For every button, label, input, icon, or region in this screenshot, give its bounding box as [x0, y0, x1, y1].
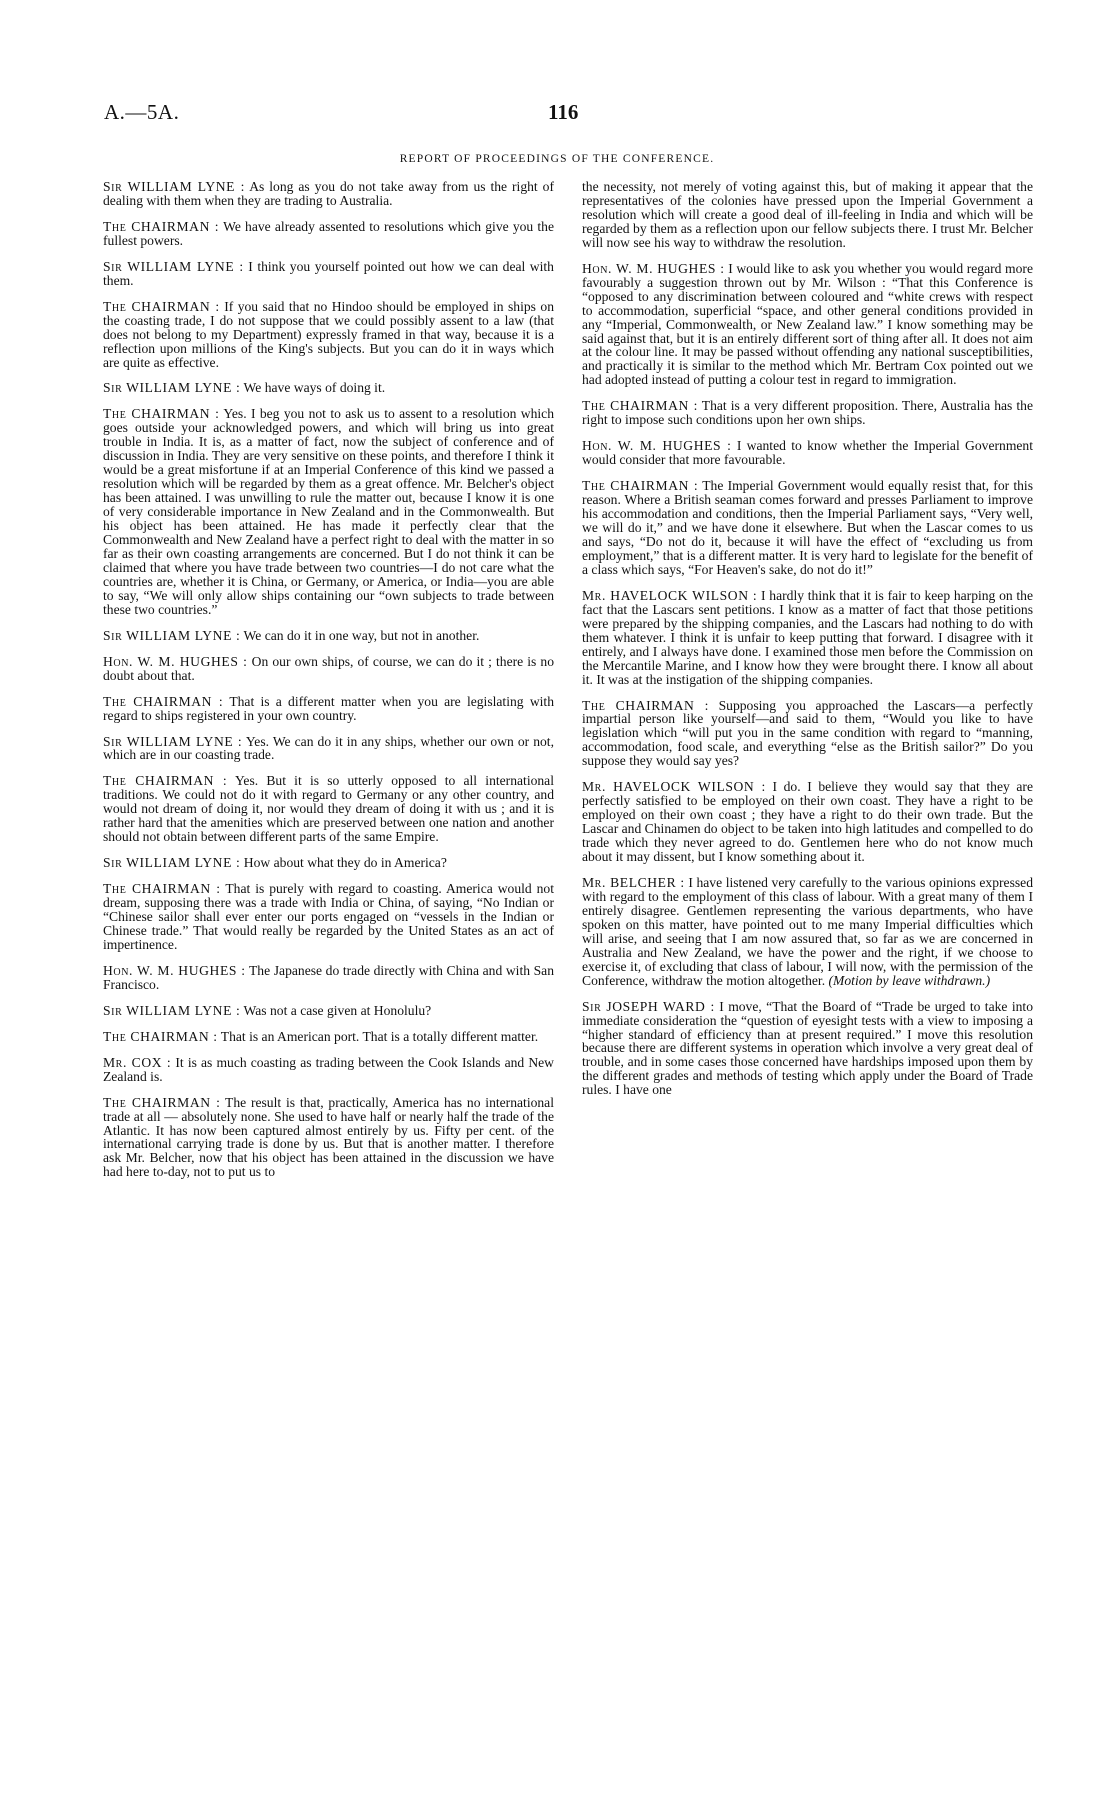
paragraph-text: The Imperial Government would equally resist that, for this reason. Where a British seaman comes forward and presses Parliament to improve his accommodation and conditions, then the Imperial Parliament says, “Very well, we will do it,” and we have done it elsewhere. But when the Lascar comes to us and says, “Do not do it, because it will have the effect of “excluding us from employment,” that is a different matter. It is very hard to legislate for the benefit of a class which says, “For Heaven's sake, do not do it!”	[582, 478, 1033, 577]
speaker-name: The CHAIRMAN :	[103, 693, 224, 709]
left-column	[103, 180, 554, 1191]
paragraph-text: I have listened very carefully to the various opinions expressed with regard to the employment of this class of labour. With a great many of them I entirely disagree. Gentlemen representing the various departments, who have spoken on this matter, have pointed out to me many Imperial difficulties which will arise, and seeing that I am now assured that, so far as we are concerned in Australia and New Zealand, we have the power and the right, if we choose to exercise it, of excluding that class of labour, I will now, with the permission of the Conference, withdraw the motion altogether.	[582, 874, 1033, 988]
paragraph-text: I wanted to know whether the Imperial Government would consider that more favourable.	[582, 438, 1034, 468]
paragraph	[582, 699, 1033, 769]
speaker-name: The CHAIRMAN :	[103, 881, 221, 897]
paragraph-text: the necessity, not merely of voting against this, but of making it appear that the representatives of the colonies have pressed upon the Imperial Government a resolution which will create a good deal of ill-feeling in India and which will be regarded by them as a reflection upon our fellow subjects there. I trust Mr. Belcher will now see his way to withdraw the resolution.	[582, 179, 1033, 250]
document-reference: A.—5A.	[104, 100, 180, 124]
speaker-name: The CHAIRMAN :	[103, 406, 220, 422]
paragraph	[103, 381, 554, 395]
paragraph	[582, 876, 1033, 988]
speaker-name: The CHAIRMAN :	[582, 478, 699, 494]
paragraph	[103, 180, 554, 208]
paragraph-text: I think you yourself pointed out how we can deal with them.	[103, 258, 554, 288]
paragraph-text: I move, “That the Board of “Trade be urged to take into immediate consideration the “question of eyesight tests with a view to imposing a “higher standard of efficiency than at present required.” I move this resolution because there are different systems in operation which involve a very great deal of trouble, and in some cases those concerned have hardships imposed upon them by the different grades and methods of testing which apply under the Board of Trade rules. I have one	[582, 998, 1033, 1098]
paragraph	[103, 655, 554, 683]
speaker-name: Hon. W. M. HUGHES :	[103, 653, 248, 669]
speaker-name: Sir WILLIAM LYNE :	[103, 855, 241, 871]
paragraph-text: That is a different matter when you are legislating with regard to ships registered in your own country.	[103, 693, 554, 723]
paragraph-text: Yes. I beg you not to ask us to assent to a resolution which goes outside your acknowledged powers, and which will bring us into great trouble in India. It is, as a matter of fact, now the subject of conference and of discussion in India. They are very sensitive on these points, and therefore I think it would be a great misfortune if at an Imperial Conference of this kind we passed a resolution which will be regarded by them as a great offence. Mr. Belcher's object has been attained. I was unwilling to rule the matter out, because I know it is one of very considerable importance in New Zealand and in the Commonwealth. But his object has been attained. He has made it perfectly clear that the Commonwealth and New Zealand have a perfect right to deal with the matter in so far as their own coasting arrangements are concerned. But I do not think it can be claimed that where you have trade between two countries—I do not care what the countries are, whether it is China, or Germany, or America, or India—you are able to say, “We will only allow ships containing our “own subjects to trade between these two countries.”	[103, 406, 554, 617]
paragraph	[103, 260, 554, 288]
speaker-name: Sir WILLIAM LYNE :	[103, 258, 244, 274]
paragraph-text: How about what they do in America?	[243, 855, 447, 871]
paragraph	[103, 1096, 554, 1180]
speaker-name: Hon. W. M. HUGHES :	[582, 260, 725, 276]
speaker-name: The CHAIRMAN :	[103, 1028, 218, 1044]
speaker-name: Sir WILLIAM LYNE :	[103, 627, 241, 643]
paragraph	[103, 220, 554, 248]
paragraph	[103, 695, 554, 723]
page-number: 116	[548, 100, 579, 124]
speaker-name: The CHAIRMAN :	[103, 1094, 221, 1110]
paragraph-text: Supposing you approached the Lascars—a perfectly impartial person like yourself—and said to them, “Would you like to have legislation which “will put you in the same condition with regard to “manning, accommodation, food scale, and everything “else as the British sailor?” Do you suppose they would say yes?	[582, 697, 1034, 769]
paragraph	[582, 439, 1033, 467]
paragraph-text: We have already assented to resolutions which give you the fullest powers.	[103, 218, 554, 248]
paragraph-text: That is an American port. That is a totally different matter.	[220, 1028, 539, 1044]
speaker-name: Hon. W. M. HUGHES :	[103, 962, 246, 978]
paragraph-text: That is a very different proposition. There, Australia has the right to impose such conditions upon her own ships.	[582, 398, 1034, 428]
paragraph	[103, 407, 554, 616]
speaker-name: Sir WILLIAM LYNE :	[103, 179, 246, 194]
paragraph-text: I would like to ask you whether you would regard more favourably a suggestion thrown out by Mr. Wilson : “That this Conference is “opposed to any discrimination between coloured and “white crews with respect to accommodation, superficial “space, and other general conditions provided in any “Imperial, Commonwealth, or New Zealand law.” I know something may be said against that, but it is an entirely different sort of thing after all. It does not aim at the colour line. It may be passed without offending any national susceptibilities, and practically it is similar to the method which Mr. Bertram Cox pointed out we had adopted instead of putting a colour test in regard to immigration.	[582, 260, 1033, 388]
paragraph-text: I do. I believe they would say that they are perfectly satisfied to be employed on their own coast. They have a right to be employed on their own coast ; they have a right to do their own trade. But the Lascar and Chinamen do object to be taken into high latitudes and compelled to do trade which they never agreed to do. Gentlemen here who do not know much about it may dissent, but I know something about it.	[582, 779, 1033, 865]
speaker-name: The CHAIRMAN :	[582, 697, 709, 713]
paragraph	[103, 300, 554, 370]
paragraph	[582, 780, 1033, 864]
paragraph-text: As long as you do not take away from us the right of dealing with them when they are trading to Australia.	[103, 179, 554, 208]
paragraph-text: The Japanese do trade directly with China and with San Francisco.	[103, 962, 555, 992]
paragraph-text: The result is that, practically, America has no international trade at all — absolutely none. She used to have half or nearly half the trade of the Atlantic. It has now been captured almost entirely by us. Fifty per cent. of the international carrying trade is done by us. But that is another matter. I therefore ask Mr. Belcher, now that his object has been attained in the discussion we have had here to-day, not to put us to	[103, 1094, 554, 1180]
right-column	[582, 180, 1033, 1109]
speaker-name: Mr. HAVELOCK WILSON :	[582, 779, 766, 795]
paragraph	[103, 1056, 554, 1084]
paragraph-text: Yes. We can do it in any ships, whether our own or not, which are in our coasting trade.	[103, 733, 554, 763]
paragraph	[103, 774, 554, 844]
speaker-name: Mr. BELCHER :	[582, 874, 685, 890]
speaker-name: The CHAIRMAN :	[582, 398, 698, 414]
speaker-name: Sir WILLIAM LYNE :	[103, 1002, 241, 1018]
paragraph-text: We have ways of doing it.	[243, 380, 386, 396]
paragraph	[103, 964, 554, 992]
paragraph	[103, 1004, 554, 1018]
paragraph	[103, 629, 554, 643]
paragraph-text: If you said that no Hindoo should be employed in ships on the coasting trade, I do not suppose that we could possibly assent to a law (that does not belong to my Department) expressly framed in that way, because it is a reflection upon millions of the King's subjects. But you can do it in ways which are quite as effective.	[103, 298, 555, 370]
paragraph	[103, 735, 554, 763]
speaker-name: Mr. COX :	[103, 1054, 172, 1070]
paragraph-text: It is as much coasting as trading between the Cook Islands and New Zealand is.	[103, 1054, 554, 1084]
speaker-name: Sir JOSEPH WARD :	[582, 998, 715, 1014]
paragraph	[103, 882, 554, 952]
paragraph-text: We can do it in one way, but not in another.	[243, 627, 480, 643]
paragraph	[103, 856, 554, 870]
speaker-name: The CHAIRMAN :	[103, 298, 220, 314]
paragraph	[582, 589, 1033, 687]
paragraph-text: On our own ships, of course, we can do it ; there is no doubt about that.	[103, 653, 555, 683]
paragraph	[582, 180, 1033, 250]
speaker-name: Sir WILLIAM LYNE :	[103, 380, 241, 396]
speaker-name: The CHAIRMAN :	[103, 218, 220, 234]
running-title: REPORT OF PROCEEDINGS OF THE CONFERENCE.	[399, 153, 715, 165]
paragraph	[103, 1030, 554, 1044]
paragraph	[582, 262, 1033, 388]
speaker-name: The CHAIRMAN :	[103, 773, 228, 789]
paragraph	[582, 479, 1033, 577]
speaker-name: Sir WILLIAM LYNE :	[103, 733, 243, 749]
speaker-name: Mr. HAVELOCK WILSON :	[582, 587, 758, 603]
paragraph	[582, 399, 1033, 427]
speaker-name: Hon. W. M. HUGHES :	[582, 438, 732, 454]
stage-direction: (Motion by leave withdrawn.)	[828, 972, 991, 988]
paragraph-text: I hardly think that it is fair to keep harping on the fact that the Lascars sent petitions. I know as a matter of fact that those petitions were prepared by the shipping companies, and the Lascars had nothing to do with them whatever. I think it is unfair to keep putting that forward. I disagree with it entirely, and I always have done. I examined those men before the Commission on the Mercantile Marine, and I know how they were brought there. I know all about it. It was at the instigation of the shipping companies.	[582, 587, 1033, 687]
paragraph-text: That is purely with regard to coasting. America would not dream, supposing there was a trade with India or China, of saying, “No Indian or “Chinese sailor shall ever enter our ports engaged on “vessels in the Indian or Chinese trade.” That would really be regarded by the United States as an act of impertinence.	[103, 881, 554, 952]
paragraph-text: Was not a case given at Honolulu?	[243, 1002, 432, 1018]
paragraph-text: Yes. But it is so utterly opposed to all international traditions. We could not do it with regard to Germany or any other country, and would not dream of doing it, nor would they dream of doing it with us ; and it is rather hard that the amenities which are preserved between one nation and another should not obtain between different parts of the same Empire.	[103, 773, 554, 845]
paragraph	[582, 1000, 1033, 1098]
